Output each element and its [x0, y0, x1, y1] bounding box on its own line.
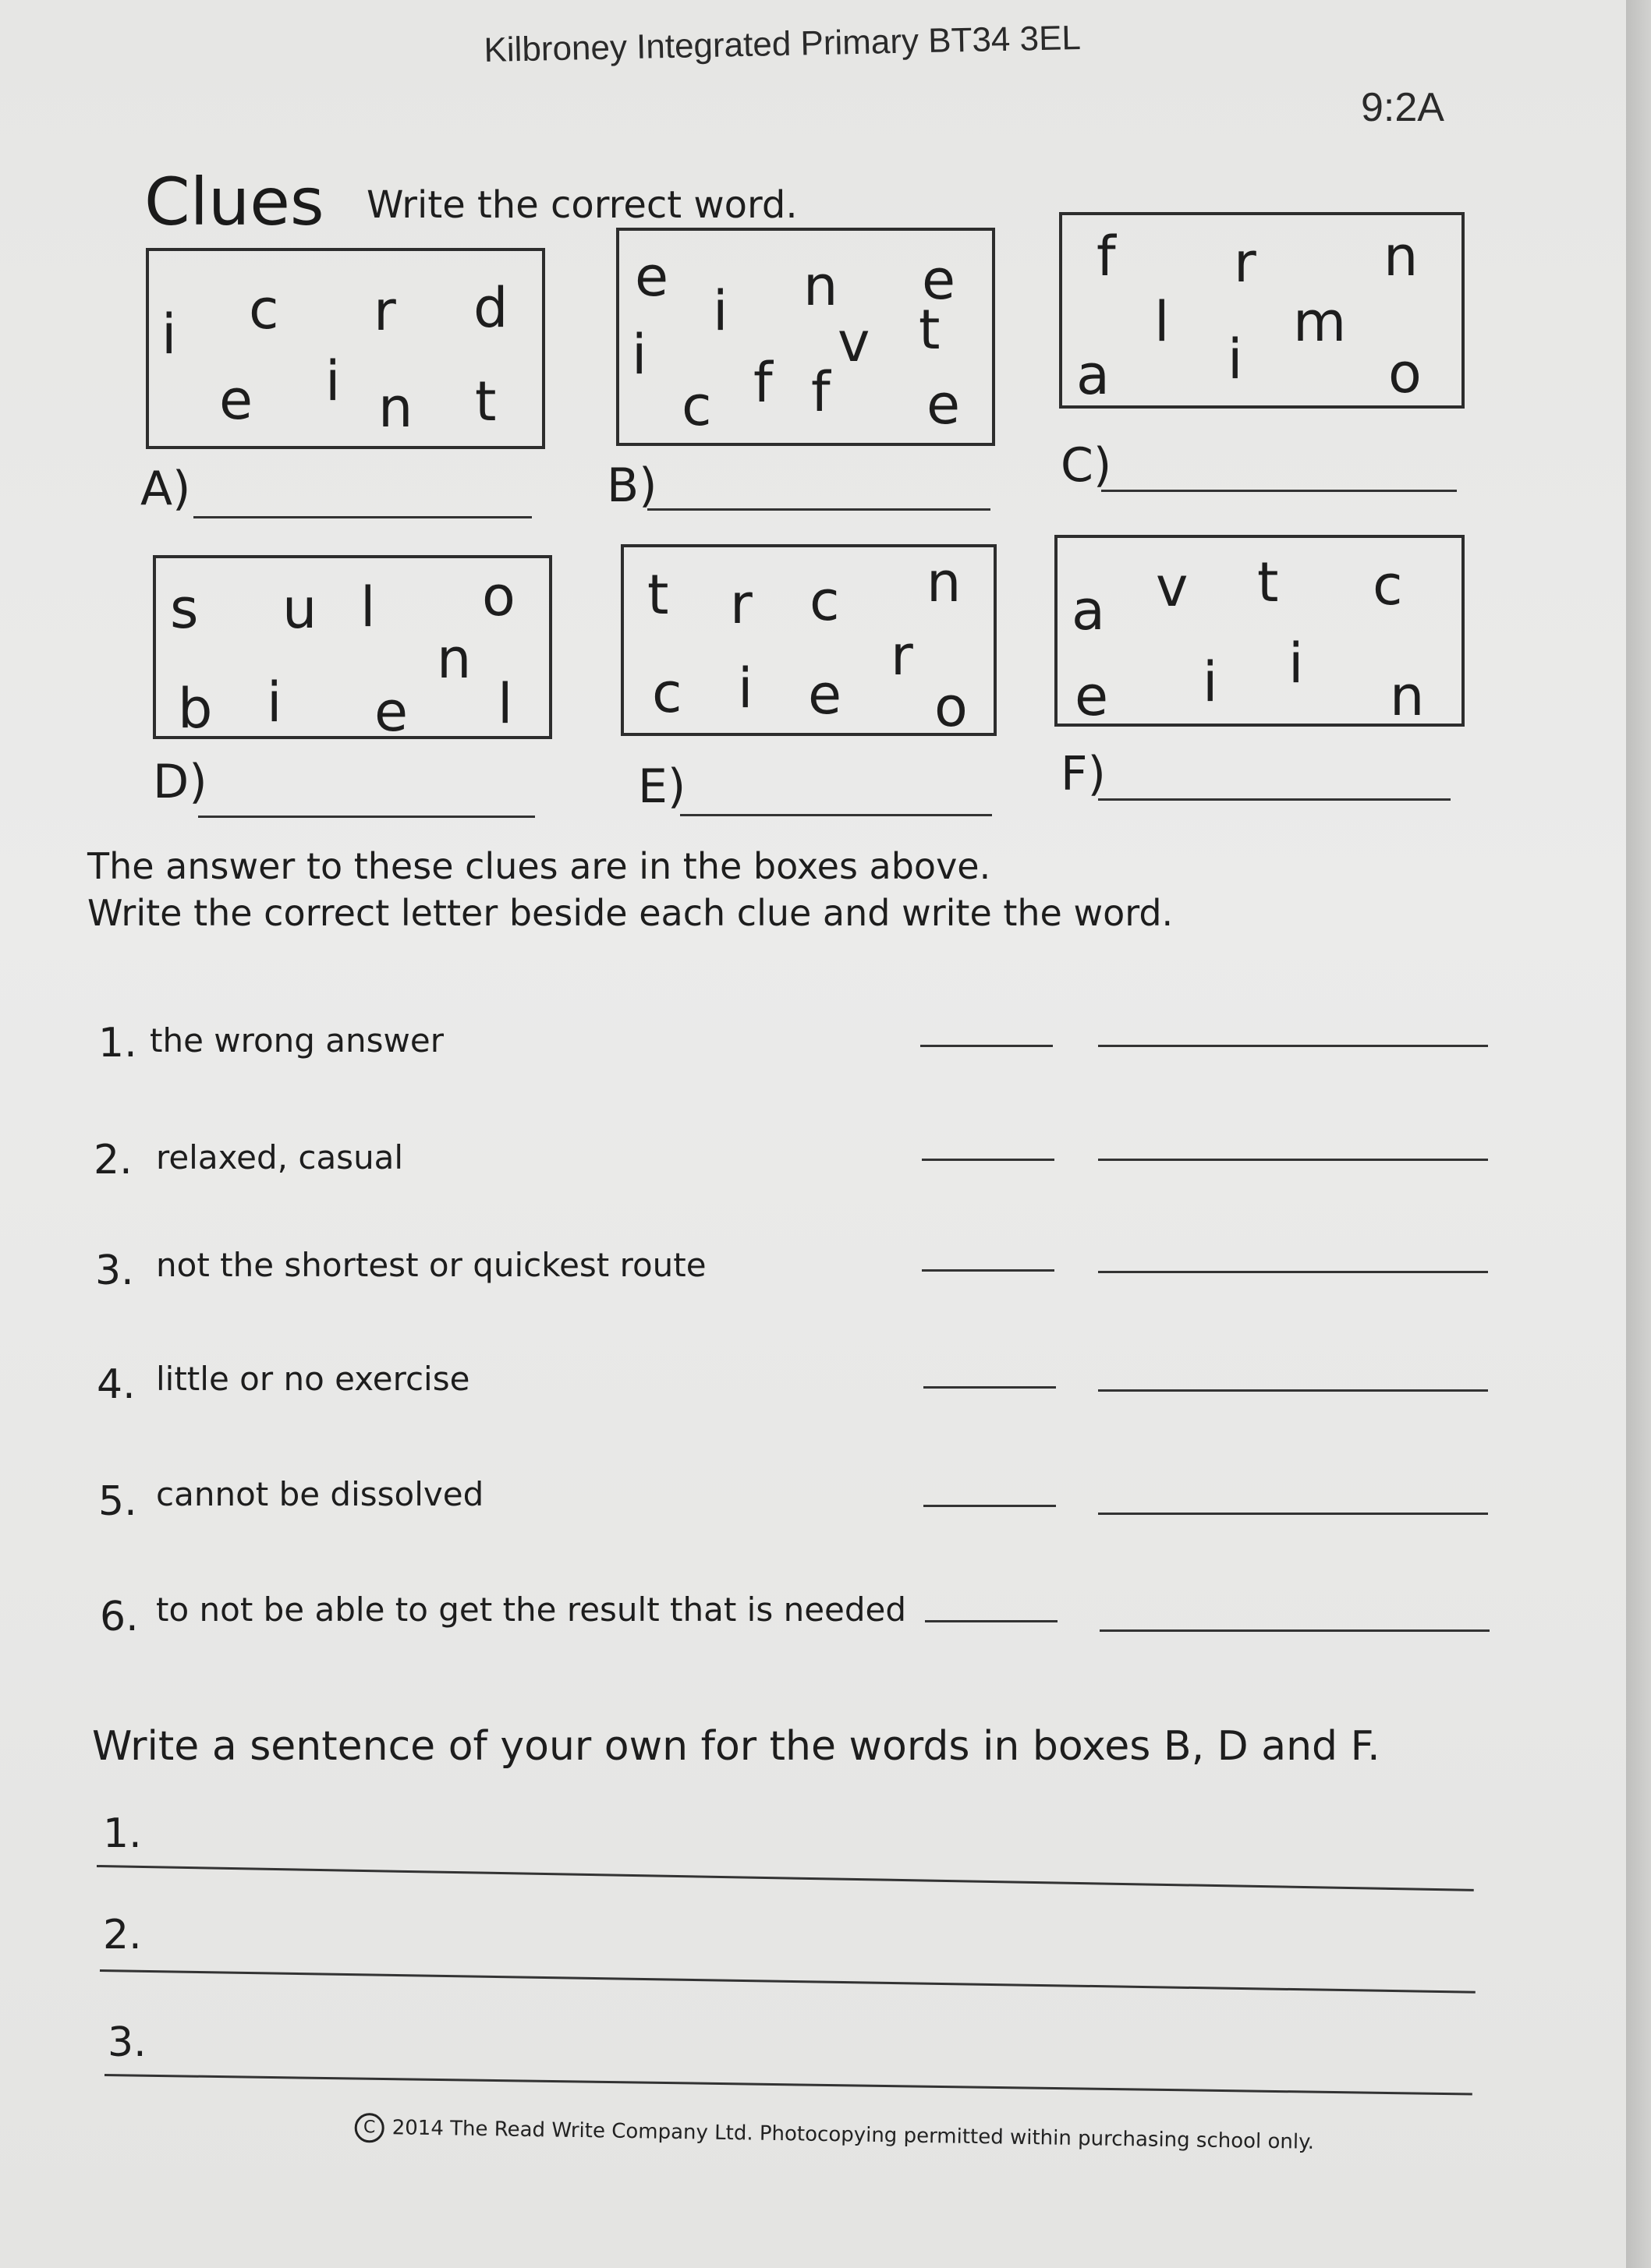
question-text: the wrong answer	[150, 1021, 444, 1060]
answer-line-a	[193, 516, 532, 518]
letter-box-f	[1054, 535, 1465, 727]
sentence-line-2	[100, 1969, 1476, 1994]
letter: a	[1072, 578, 1105, 642]
question-number: 1.	[98, 1020, 137, 1067]
answer-line-d	[198, 816, 535, 818]
letter: v	[1156, 555, 1189, 619]
letter: c	[652, 661, 682, 725]
sentence-line-3	[105, 2074, 1472, 2095]
letter: i	[713, 279, 728, 343]
letter: o	[1388, 341, 1422, 405]
letter: v	[838, 310, 870, 374]
question-number: 2.	[94, 1137, 133, 1184]
letter: m	[1293, 290, 1347, 354]
letter: o	[934, 675, 968, 739]
letter: l	[498, 672, 513, 736]
question-text: little or no exercise	[156, 1360, 470, 1398]
word-answer-line	[1098, 1271, 1488, 1273]
letter-answer-line	[922, 1269, 1054, 1272]
letter: i	[1203, 650, 1218, 714]
letter: r	[1234, 231, 1256, 295]
page-edge	[1626, 0, 1651, 2268]
letter: l	[1154, 290, 1170, 354]
letter: i	[632, 323, 647, 387]
letter: t	[647, 563, 669, 627]
letter-answer-line	[922, 1159, 1054, 1161]
question-number: 6.	[100, 1594, 139, 1640]
clues-instruction: Write the correct word.	[367, 183, 798, 227]
letter-answer-line	[925, 1620, 1058, 1622]
letter: r	[891, 624, 913, 688]
letter: f	[753, 351, 773, 415]
letter: f	[1097, 225, 1116, 288]
question-number: 4.	[97, 1361, 136, 1408]
letter: e	[922, 248, 956, 312]
sentence-number: 2.	[103, 1912, 142, 1958]
letter: e	[635, 245, 669, 309]
answer-label-d: D)	[153, 755, 207, 809]
letter-box-b	[616, 228, 995, 446]
letter: t	[1257, 550, 1279, 614]
letter: s	[170, 577, 199, 641]
letter: r	[374, 279, 396, 343]
copyright-text: 2014 The Read Write Company Ltd. Photocopying permitted within purchasing school only.	[391, 2116, 1315, 2154]
letter: i	[325, 349, 341, 413]
answer-line-e	[680, 814, 992, 816]
letter: i	[1228, 327, 1243, 391]
clues-title: Clues	[144, 164, 324, 240]
school-name: Kilbroney Integrated Primary BT34 3EL	[484, 18, 1082, 69]
letter: n	[926, 550, 962, 614]
letter: d	[473, 276, 508, 340]
answer-label-b: B)	[607, 458, 657, 513]
letter-box-c	[1059, 212, 1465, 409]
letter: r	[730, 572, 753, 636]
copyright-icon: C	[354, 2113, 384, 2143]
letter: t	[475, 370, 497, 433]
answer-label-a: A)	[140, 462, 191, 516]
answer-line-f	[1098, 798, 1451, 801]
letter-answer-line	[923, 1505, 1056, 1507]
answer-line-c	[1101, 490, 1457, 492]
question-number: 3.	[95, 1247, 134, 1294]
letter-answer-line	[923, 1386, 1056, 1389]
answer-label-e: E)	[638, 759, 686, 814]
sentence-number: 3.	[108, 2019, 147, 2066]
question-text: not the shortest or quickest route	[156, 1246, 707, 1284]
letter-box-a	[146, 248, 545, 449]
intro-line-1: The answer to these clues are in the boxes above.	[87, 845, 991, 887]
word-answer-line	[1098, 1389, 1488, 1392]
letter: c	[1373, 554, 1403, 617]
intro-line-2: Write the correct letter beside each clue and write the word.	[87, 892, 1174, 934]
letter: n	[1384, 225, 1419, 288]
letter: i	[267, 670, 282, 734]
sentence-line-1	[97, 1865, 1474, 1891]
letter: t	[919, 298, 941, 362]
letter: u	[282, 577, 317, 641]
letter: i	[1288, 632, 1304, 695]
question-text: to not be able to get the result that is needed	[156, 1590, 907, 1629]
letter: n	[378, 376, 413, 440]
letter-box-e	[621, 544, 997, 739]
letter: i	[161, 303, 177, 366]
word-answer-line	[1098, 1045, 1488, 1047]
question-number: 5.	[98, 1478, 137, 1525]
letter: c	[249, 278, 279, 341]
copyright-notice	[354, 2113, 1314, 2157]
letter: b	[178, 677, 213, 741]
letter: n	[1390, 664, 1425, 728]
letter: i	[738, 656, 753, 720]
sentence-instruction: Write a sentence of your own for the words in boxes B, D and F.	[92, 1723, 1380, 1770]
answer-label-c: C)	[1061, 438, 1112, 493]
worksheet-code: 9:2A	[1361, 85, 1444, 130]
letter: c	[810, 569, 840, 633]
letter: e	[1075, 664, 1109, 728]
letter: o	[482, 564, 515, 628]
letter: l	[360, 575, 376, 639]
question-text: cannot be dissolved	[156, 1475, 484, 1513]
letter: e	[219, 368, 253, 432]
letter-answer-line	[920, 1045, 1053, 1047]
letter: e	[808, 663, 842, 727]
sentence-number: 1.	[103, 1810, 142, 1857]
letter: n	[437, 627, 472, 691]
word-answer-line	[1098, 1513, 1488, 1515]
word-answer-line	[1098, 1159, 1488, 1161]
answer-label-f: F)	[1061, 747, 1106, 801]
word-answer-line	[1100, 1629, 1490, 1632]
letter: c	[682, 374, 712, 438]
letter: a	[1076, 343, 1110, 407]
answer-line-b	[647, 508, 990, 511]
question-text: relaxed, casual	[156, 1138, 404, 1176]
letter: f	[811, 360, 831, 424]
letter: e	[374, 680, 409, 744]
letter-box-d	[153, 555, 552, 744]
letter: e	[926, 373, 961, 437]
letter: n	[803, 254, 838, 318]
